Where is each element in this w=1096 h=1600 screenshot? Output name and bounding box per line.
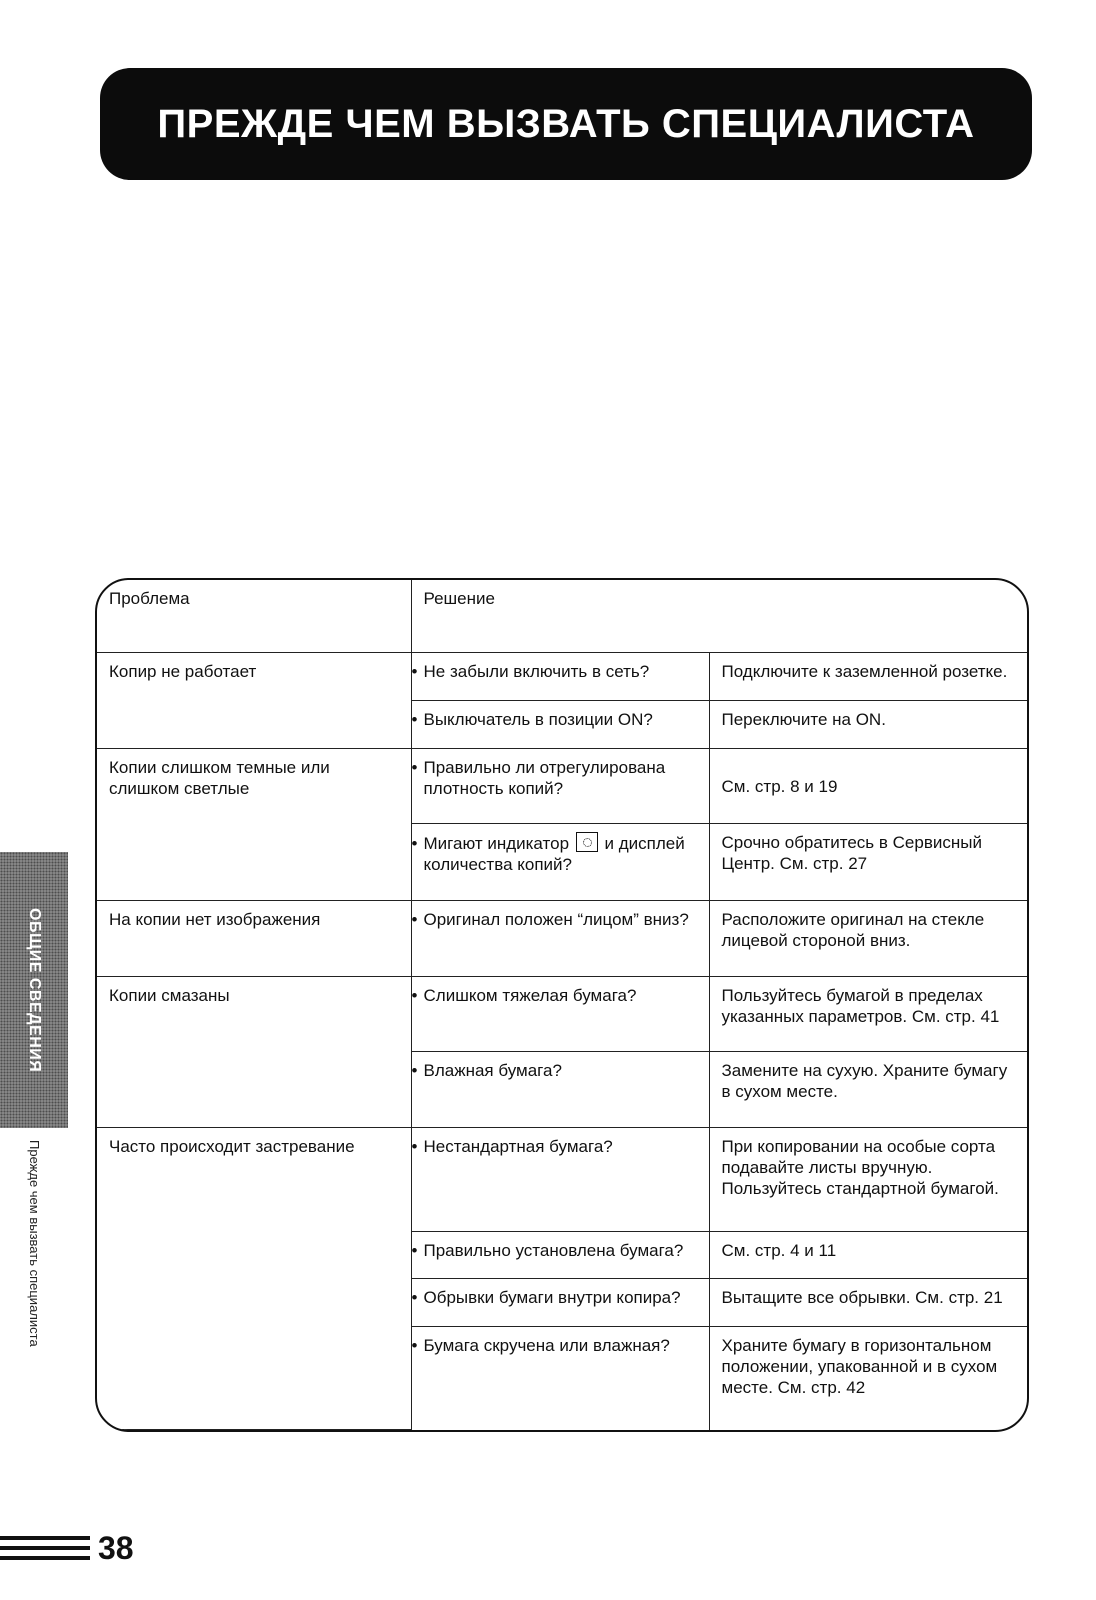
dots-indicator-icon <box>576 832 598 852</box>
section-side-tab-label: ОБЩИЕ СВЕДЕНИЯ <box>26 907 43 1073</box>
check-cell <box>411 824 709 901</box>
bullet: • <box>411 1240 418 1260</box>
header-solution: Решение <box>411 580 1027 653</box>
check-text: Правильно установлена бумага? <box>423 1240 684 1260</box>
bullet: • <box>411 1288 418 1308</box>
check-text: Обрывки бумаги внутри копира? <box>423 1288 681 1308</box>
solution-cell: Срочно обратитесь в Сервисный Центр. См. стр. 27 <box>709 824 1027 901</box>
bullet: • <box>411 709 418 729</box>
check-text: Правильно ли отрегулирована плотность копий? <box>423 757 666 798</box>
solution-cell: Переключите на ON. <box>709 700 1027 748</box>
solution-cell: Подключите к заземленной розетке. <box>709 653 1027 701</box>
solution-cell: См. стр. 4 и 11 <box>709 1231 1027 1279</box>
page-footer <box>0 1526 134 1570</box>
table-row <box>97 976 1027 1052</box>
bullet: • <box>411 834 418 854</box>
check-cell <box>411 1231 709 1279</box>
check-cell <box>411 1327 709 1430</box>
header-problem: Проблема <box>97 580 411 653</box>
check-text: Слишком тяжелая бумага? <box>423 985 637 1005</box>
solution-cell: Расположите оригинал на стекле лицевой стороной вниз. <box>709 901 1027 977</box>
table-header-row <box>97 580 1027 653</box>
page-number: 38 <box>98 1529 134 1566</box>
page-number-lines <box>0 1536 90 1560</box>
bullet: • <box>411 1336 418 1356</box>
check-cell <box>411 1052 709 1128</box>
table-row <box>97 1128 1027 1232</box>
check-text: Выключатель в позиции ON? <box>423 709 653 729</box>
check-text: Не забыли включить в сеть? <box>423 662 650 681</box>
troubleshooting-table-frame <box>95 578 1029 1432</box>
problem-cell: Копии смазаны <box>97 976 411 1127</box>
table-row <box>97 653 1027 701</box>
bullet: • <box>411 985 418 1005</box>
check-text: Бумага скручена или влажная? <box>423 1336 670 1356</box>
solution-cell: При копировании на особые сорта подавайте листы вручную. Пользуйтесь стандартной бумагой. <box>709 1128 1027 1232</box>
check-cell <box>411 901 709 977</box>
check-cell <box>411 748 709 824</box>
page-title: ПРЕЖДЕ ЧЕМ ВЫЗВАТЬ СПЕЦИАЛИСТА <box>157 101 975 146</box>
side-caption: Прежде чем вызвать специалиста <box>27 1140 42 1347</box>
check-text: Оригинал положен “лицом” вниз? <box>423 910 689 930</box>
solution-cell: Замените на сухую. Храните бумагу в сухом месте. <box>709 1052 1027 1128</box>
problem-cell: На копии нет изображения <box>97 901 411 977</box>
check-cell <box>411 1128 709 1232</box>
solution-cell: Храните бумагу в горизонтальном положении, упакованной и в сухом месте. См. стр. 42 <box>709 1327 1027 1430</box>
table-row <box>97 901 1027 977</box>
solution-cell: См. стр. 8 и 19 <box>709 748 1027 824</box>
troubleshooting-table <box>97 580 1027 1430</box>
solution-cell: Вытащите все обрывки. См. стр. 21 <box>709 1279 1027 1327</box>
bullet: • <box>411 757 418 777</box>
bullet: • <box>411 1137 418 1157</box>
section-side-tab <box>0 852 68 1128</box>
bullet: • <box>411 1061 418 1081</box>
check-cell <box>411 976 709 1052</box>
problem-cell: Копир не работает <box>97 653 411 749</box>
problem-cell: Часто происходит застревание <box>97 1128 411 1430</box>
table-row <box>97 748 1027 824</box>
check-text: и дисплей количества копий? <box>423 834 685 875</box>
check-cell <box>411 653 709 701</box>
title-banner <box>100 68 1032 180</box>
solution-cell: Пользуйтесь бумагой в пределах указанных параметров. См. стр. 41 <box>709 976 1027 1052</box>
bullet: • <box>411 662 418 681</box>
check-cell <box>411 1279 709 1327</box>
check-cell <box>411 700 709 748</box>
check-text: Мигают индикатор <box>423 834 570 854</box>
check-text: Нестандартная бумага? <box>423 1137 613 1157</box>
problem-cell: Копии слишком темные или слишком светлые <box>97 748 411 901</box>
check-text: Влажная бумага? <box>423 1061 562 1081</box>
bullet: • <box>411 910 418 930</box>
